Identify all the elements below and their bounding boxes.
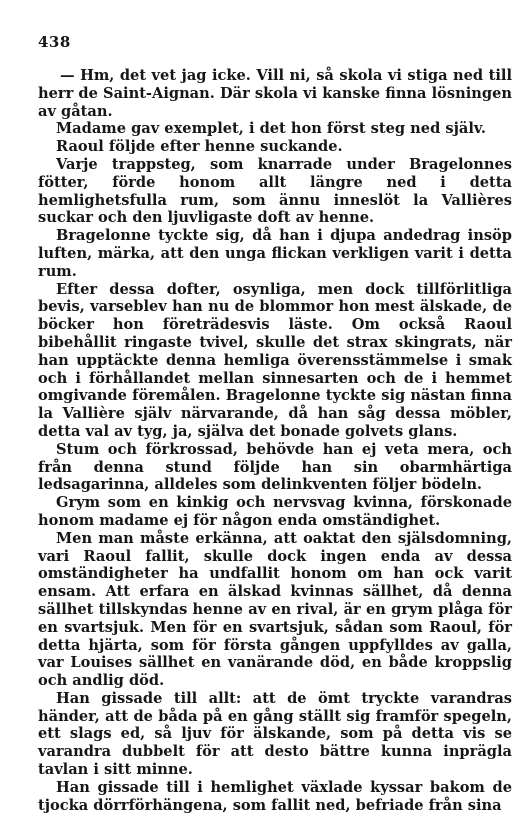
paragraph-11: Han gissade till i hemlighet växlade kyssar bakom de tjocka dörrförhängena, som fallit ned, befriade från sina — [38, 778, 512, 814]
body-text — [38, 67, 512, 814]
page-number: 438 — [38, 33, 71, 51]
paragraph-8: Grym som en kinkig och nervsvag kvinna, förskonade honom madame ej för någon enda omständighet. — [38, 494, 512, 529]
paragraph-2: Madame gav exemplet, i det hon först steg ned själv. — [56, 120, 486, 138]
paragraph-9: Men man måste erkänna, att oaktat den själsdomning, vari Raoul fallit, skulle dock ingen enda av dessa omständigheter ha undfallit honom om han ock varit ensam. Att erfara en älskad kvinnas sällhet, då denna sällhet tillskyndas henne av en rival, är en grym plåga för en svartsjuk. Men för en svartsjuk, sådan som Raoul, för detta hjärta, som för första gången uppfylldes av galla, var Louises sällhet en vanärande död, en både kroppslig och andlig död. — [38, 529, 512, 690]
paragraph-3: Raoul följde efter henne suckande. — [56, 138, 343, 156]
paragraph-7: Stum och förkrossad, behövde han ej veta mera, och från denna stund följde han sin obarmhärtiga ledsagarinna, alldeles som delinkventen följer bödeln. — [38, 440, 512, 494]
paragraph-10: Han gissade till allt: att de ömt tryckte varandras händer, att de båda på en gång ställt sig framför spegeln, ett slags ed, så ljuv för älskande, som på detta vis se varandra dubbelt för att desto bättre kunna inprägla tavlan i sitt minne. — [38, 689, 512, 779]
paragraph-4: Varje trappsteg, som knarrade under Bragelonnes fötter, förde honom allt längre ned i detta hemlighetsfulla rum, som ännu inneslöt la Vallières suckar och den ljuvligaste doft av henne. — [38, 155, 512, 227]
paragraph-6: Efter dessa dofter, osynliga, men dock tillförlitliga bevis, varseblev han nu de blommor hon mest älskade, de böcker hon företrädesvis läste. Om också Raoul bibehållit ringaste tvivel, skulle det strax skingrats, när han upptäckte denna hemliga överensstämmelse i smak och i förhållandet mellan sinnesarten och de i hemmet omgivande föremålen. Bragelonne tyckte sig nästan finna la Vallière själv närvarande, då han såg dessa möbler, detta val av tyg, ja, själva det bonade golvets glans. — [38, 280, 512, 440]
paragraph-1: — Hm, det vet jag icke. Vill ni, så skola vi stiga ned till herr de Saint-Aignan. Där skola vi kanske finna lösningen av gåtan. — [38, 67, 512, 120]
paragraph-5: Bragelonne tyckte sig, då han i djupa andedrag insöp luften, märka, att den unga flickan verkligen varit i detta rum. — [38, 227, 512, 280]
